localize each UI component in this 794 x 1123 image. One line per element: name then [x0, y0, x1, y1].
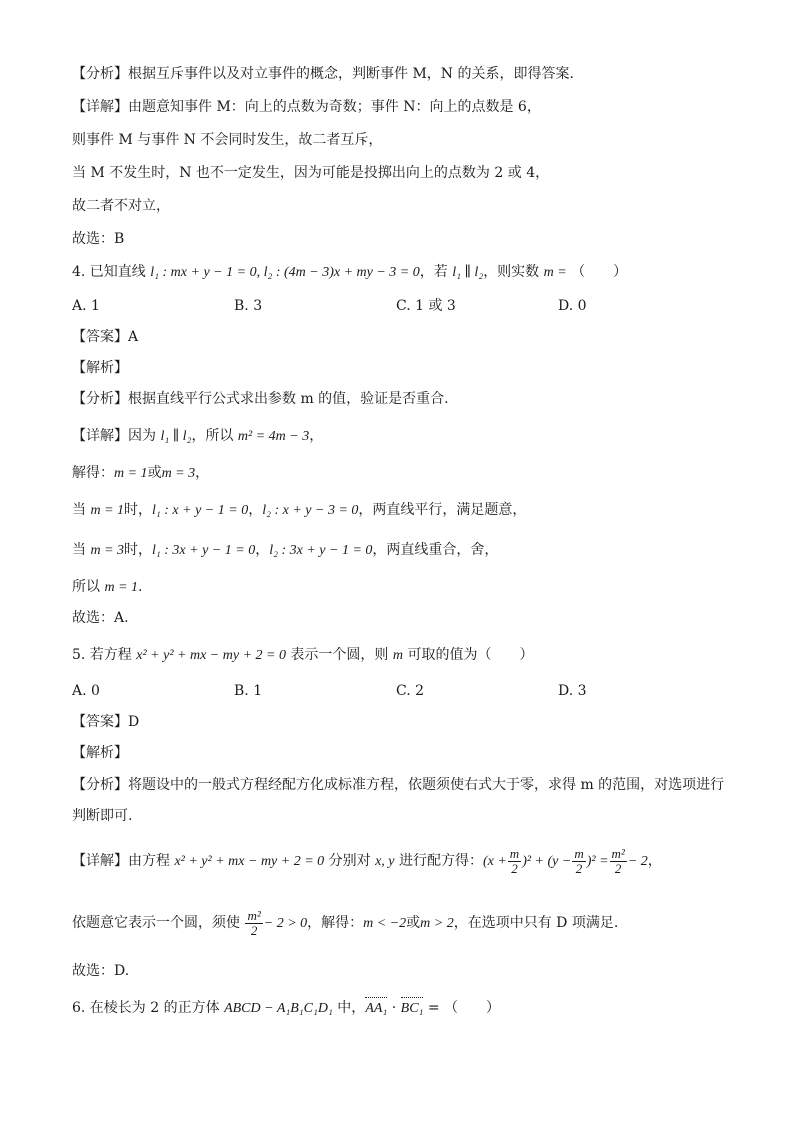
math: x² + y² + mx − my + 2 = 0	[136, 648, 286, 663]
text: 进行配方得：	[394, 853, 483, 869]
q4-option-a[interactable]: A. 1	[72, 298, 100, 314]
text: 6. 在棱长为 2 的正方体	[72, 1000, 225, 1016]
math: ABCD − A₁B₁C₁D₁	[224, 1001, 333, 1016]
q5-option-c[interactable]: C. 2	[396, 683, 425, 699]
math: m = 1	[104, 580, 139, 595]
q6-stem	[72, 998, 500, 1019]
text: 5. 若方程	[72, 647, 137, 663]
text: 当	[72, 542, 91, 558]
q5-option-d[interactable]: D. 3	[558, 683, 587, 699]
text: ，解得：	[307, 915, 364, 931]
fenxi-tag: 【分析】	[72, 66, 128, 82]
fenxi-text: 根据互斥事件以及对立事件的概念，判断事件 M，N 的关系，即得答案.	[128, 66, 574, 82]
math: m = 1	[90, 503, 125, 518]
q3-line4: 故二者不对立，	[72, 198, 170, 214]
numerator: m²	[611, 845, 625, 861]
numerator: m²	[247, 907, 261, 923]
math: − 2	[627, 854, 648, 869]
q4-stem-g: （ ）	[566, 264, 628, 280]
fenxi-tag: 【分析】	[72, 391, 128, 407]
q3-line2: 则事件 M 与事件 N 不会同时发生，故二者互斥，	[72, 132, 383, 148]
denominator: 2	[614, 860, 622, 876]
q3-choice: 故选：B	[72, 231, 125, 247]
math: m > 2	[420, 916, 454, 931]
q4-option-c[interactable]: C. 1 或 3	[396, 298, 456, 314]
text: 分别对	[324, 853, 376, 869]
q4-stem	[72, 262, 627, 283]
q4-fenxi	[72, 389, 449, 409]
q4-option-d[interactable]: D. 0	[558, 298, 587, 314]
math: l₂ : x + y − 3 = 0	[262, 503, 359, 518]
text: 表示一个圆，则	[285, 647, 393, 663]
text: 中，	[332, 1000, 366, 1016]
q5-choice: 故选：D.	[72, 963, 130, 979]
q5-jiexi: 【解析】	[72, 745, 128, 761]
q4-stem-c: ，若	[419, 264, 453, 280]
fenxi-text: 根据直线平行公式求出参数 m 的值，验证是否重合.	[128, 391, 449, 407]
q4-xj2	[72, 463, 209, 484]
vector-bc1: BC₁	[401, 999, 424, 1019]
xiangjie-tag: 【详解】	[72, 853, 128, 869]
math: )² =	[586, 854, 609, 869]
text: 依题意它表示一个圆，须使	[72, 915, 245, 931]
text: ，	[309, 428, 324, 444]
text: 时，	[124, 542, 153, 558]
text: 当	[72, 502, 91, 518]
denominator: 2	[250, 922, 258, 938]
q5-answer: 【答案】D	[72, 714, 140, 730]
text: 由方程	[128, 853, 175, 869]
q4-parallel: l₁ ∥ l₂	[452, 265, 484, 280]
math: l₁ : x + y − 1 = 0	[152, 503, 249, 518]
fraction	[610, 847, 627, 876]
q5-fenxi2: 判断即可.	[72, 808, 133, 824]
text: ，	[647, 853, 662, 869]
q5-stem	[72, 645, 533, 666]
q5-option-a[interactable]: A. 0	[72, 683, 100, 699]
vector-aa1: AA₁	[365, 999, 387, 1019]
denominator: 2	[575, 860, 583, 876]
q5-fenxi1	[72, 775, 724, 795]
text: 或	[406, 915, 421, 931]
math: )² + (y −	[522, 854, 572, 869]
q4-option-b[interactable]: B. 3	[234, 298, 263, 314]
text: = （ ）	[423, 1000, 501, 1016]
q4-answer: 【答案】A	[72, 329, 139, 345]
q4-xj4	[72, 540, 498, 561]
q4-xj3	[72, 500, 526, 521]
math: m² = 4m − 3	[237, 429, 310, 444]
text: ，	[255, 542, 270, 558]
q5-option-b[interactable]: B. 1	[234, 683, 263, 699]
text: 因为	[128, 428, 161, 444]
text: 解得：	[72, 465, 114, 481]
q4-jiexi: 【解析】	[72, 360, 128, 376]
text: ，两直线平行，满足题意，	[358, 502, 527, 518]
dot: ·	[387, 1000, 401, 1016]
text: 所以	[72, 579, 105, 595]
math: x² + y² + mx − my + 2 = 0	[174, 854, 325, 869]
math: x, y	[375, 854, 395, 869]
q4-stem-e: ，则实数	[483, 264, 544, 280]
math: l₁ : 3x + y − 1 = 0	[152, 543, 256, 558]
q4-lines-formula: l₁ : mx + y − 1 = 0, l₂ : (4m − 3)x + my − 3 = 0	[150, 265, 420, 280]
math: m	[392, 648, 404, 663]
xiangjie-text: 由题意知事件 M：向上的点数为奇数；事件 N：向上的点数是 6，	[128, 99, 541, 115]
text: 或	[147, 465, 162, 481]
math: l₂ : 3x + y − 1 = 0	[269, 543, 373, 558]
numerator: m	[574, 845, 584, 861]
q3-xiangjie-line	[72, 97, 541, 117]
text: ，两直线重合，舍，	[372, 542, 499, 558]
math: m = 3	[161, 466, 196, 481]
q5-xj1	[72, 846, 662, 877]
q4-m-eq: m =	[543, 265, 567, 280]
fenxi-tag: 【分析】	[72, 777, 128, 793]
q4-xj1	[72, 426, 323, 447]
math: l₁ ∥ l₂	[160, 429, 192, 444]
fraction	[508, 847, 521, 876]
text: 可取的值为（ ）	[403, 647, 534, 663]
q4-choice: 故选：A.	[72, 610, 129, 626]
q3-fenxi-line	[72, 64, 574, 84]
text: ，在选项中只有 D 项满足.	[453, 915, 619, 931]
math: m = 1	[114, 466, 148, 481]
fraction	[245, 909, 262, 938]
xiangjie-tag: 【详解】	[72, 99, 128, 115]
math: (x +	[482, 854, 507, 869]
q5-xj2	[72, 908, 618, 939]
denominator: 2	[511, 860, 518, 876]
math: m < −2	[363, 916, 407, 931]
text: 时，	[124, 502, 153, 518]
q3-line3: 当 M 不发生时，N 也不一定发生，因为可能是投掷出向上的点数为 2 或 4，	[72, 165, 550, 181]
q4-xj5	[72, 577, 142, 598]
fenxi-text: 将题设中的一般式方程经配方化成标准方程，依题须使右式大于零，求得 m 的范围，对选项进行	[128, 777, 725, 793]
numerator: m	[509, 845, 520, 861]
math: − 2 > 0	[263, 916, 308, 931]
text: .	[138, 579, 143, 595]
text: ，	[248, 502, 263, 518]
text: ，	[195, 465, 210, 481]
q4-stem-a: 4. 已知直线	[72, 264, 151, 280]
text: ，所以	[191, 428, 238, 444]
fraction	[572, 847, 585, 876]
xiangjie-tag: 【详解】	[72, 428, 128, 444]
math: m = 3	[90, 543, 125, 558]
